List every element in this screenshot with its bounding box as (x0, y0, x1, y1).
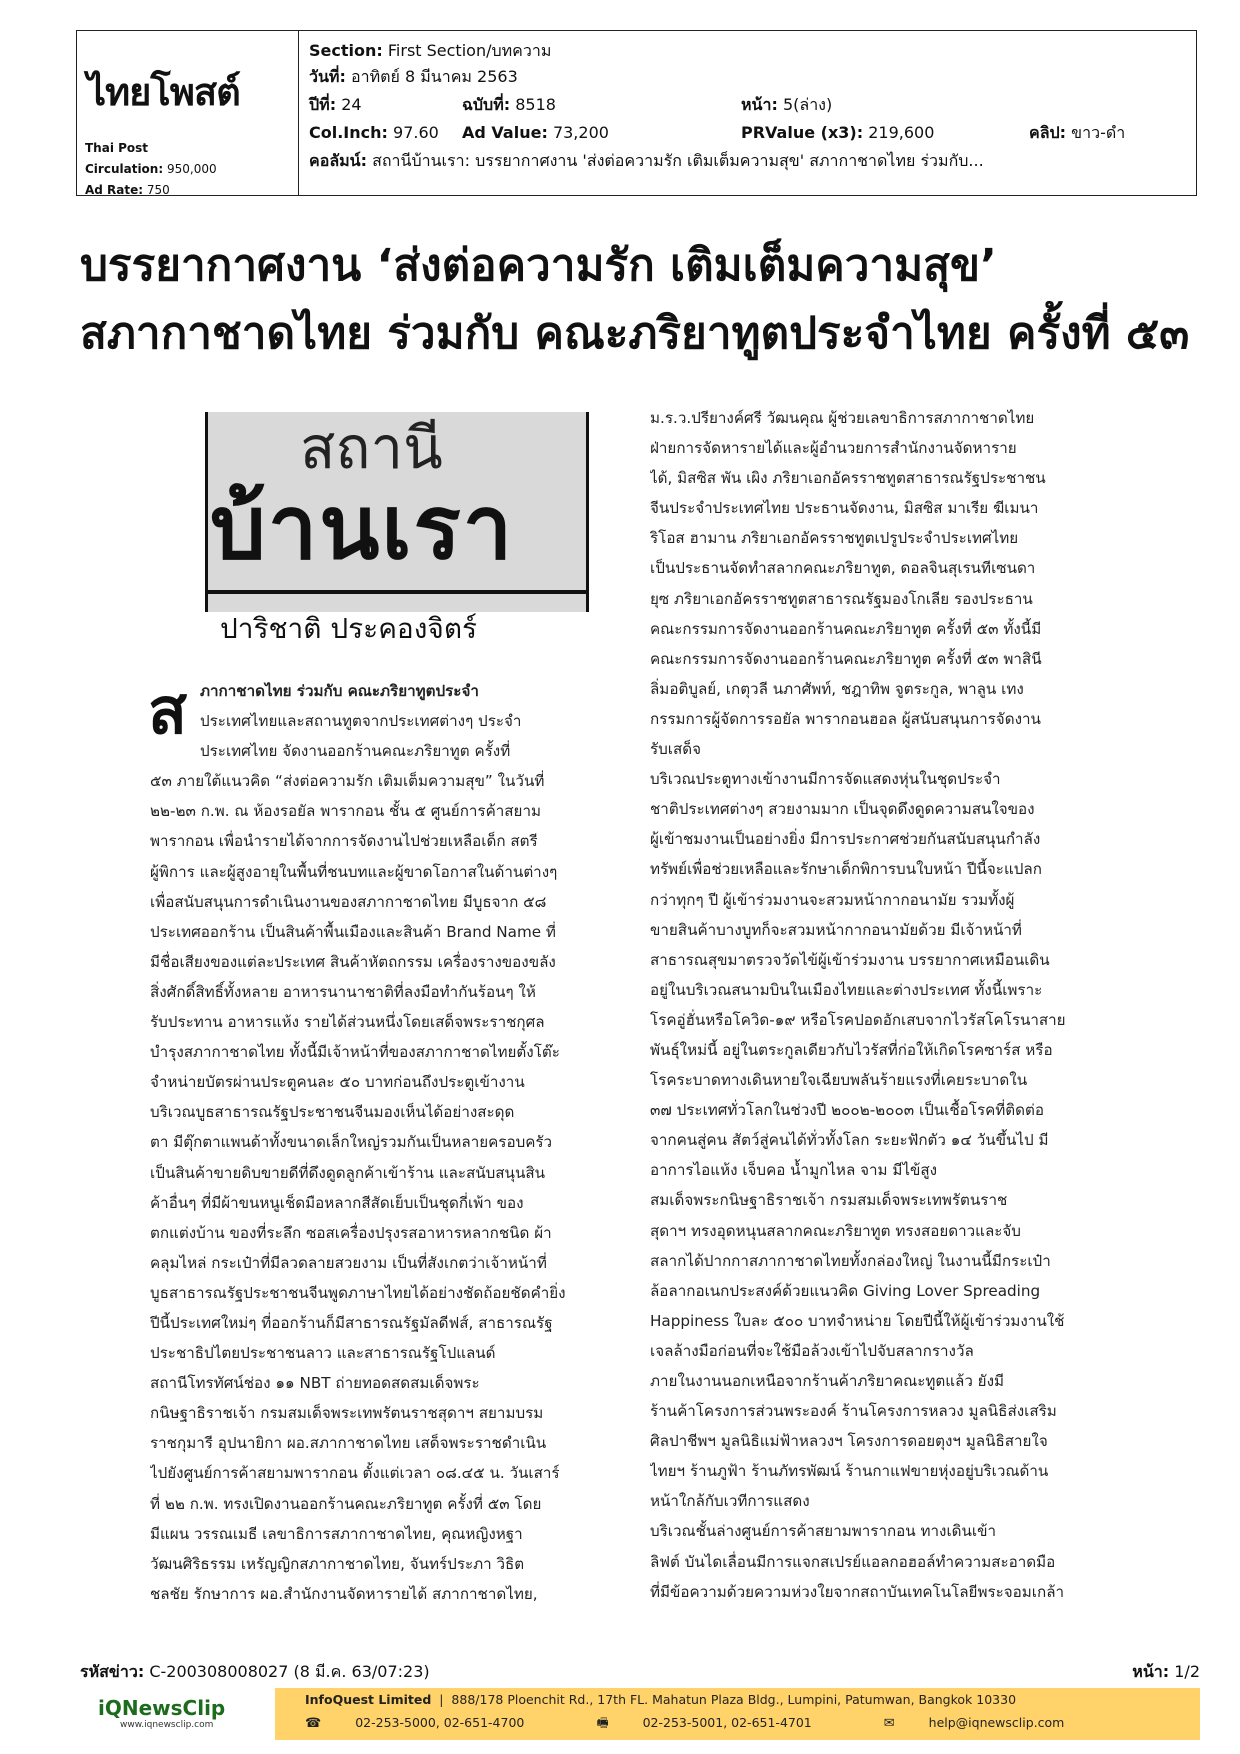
badge-title-main: บ้านเรา (210, 476, 515, 579)
article-line: สาธารณสุขมาตรวจวัดไข้ผู้เข้าร่วมงาน บรรยากาศเหมือนเดิน (650, 950, 1050, 969)
article-line: ประชาธิปไตยประชาชนลาว และสาธารณรัฐโปแลนด์ (150, 1344, 496, 1363)
article-line: ริโอส ฮามาน ภริยาเอกอัครราชทูตเปรูประจำประเทศไทย (650, 529, 1019, 548)
footer-bar (80, 1688, 1200, 1740)
page-counter-label: หน้า: (1132, 1662, 1170, 1681)
article-line: ภากาชาดไทย ร่วมกับ คณะภริยาทูตประจำ (200, 682, 479, 700)
page-label: หน้า: (741, 95, 778, 114)
article-line: คลุมไหล่ กระเป๋าที่มีลวดลายสวยงาม เป็นที่สังเกตว่าเจ้าหน้าที่ (150, 1253, 547, 1272)
article-line: จำหน่ายบัตรผ่านประตูคนละ ๕๐ บาทก่อนถึงประตูเข้างาน (150, 1073, 525, 1092)
article-line: ฝ่ายการจัดหารายได้และผู้อำนวยการสำนักงานจัดหาราย (650, 439, 1017, 458)
publication-panel (77, 31, 299, 195)
contact-line (305, 1714, 1132, 1736)
article-line: อาการไอแห้ง เจ็บคอ น้ำมูกไหล จาม มีไข้สูง (650, 1161, 938, 1180)
clip-value: ขาว-ดำ (1071, 123, 1126, 142)
article-line: ภายในงานนอกเหนือจากร้านค้าภริยาคณะทูตแล้ว ยังมี (650, 1372, 1004, 1390)
author-byline: ปาริชาติ ประคองจิตร์ (220, 612, 478, 645)
news-code-row (80, 1660, 1200, 1685)
badge-underline (208, 590, 588, 594)
email-address: help@iqnewsclip.com (928, 1715, 1065, 1730)
phone-icon: ☎ (305, 1716, 322, 1731)
headline-line-2: สภากาชาดไทย ร่วมกับ คณะภริยาทูตประจำไทย ครั้งที่ ๕๓ (80, 308, 1190, 359)
article-line: ขายสินค้าบางบูทก็จะสวมหน้ากากอนามัยด้วย มีเจ้าหน้าที่ (650, 920, 1022, 939)
article-line: ที่มีข้อความด้วยความห่วงใยจากสถาบันเทคโนโลยีพระจอมเกล้า (650, 1582, 1065, 1601)
article-line: บริเวณชั้นล่างศูนย์การค้าสยามพารากอน ทางเดินเข้า (650, 1522, 996, 1541)
colinch-value: 97.60 (393, 123, 439, 142)
article-line: เพื่อสนับสนุนการดำเนินงานของสภากาชาดไทย มีบูธจาก ๕๘ (150, 892, 547, 911)
article-line: บำรุงสภากาชาดไทย ทั้งนี้มีเจ้าหน้าที่ของสภากาชาดไทยตั้งโต๊ะ (150, 1043, 560, 1062)
article-line: รับเสด็จ (650, 740, 702, 759)
article-line: สมเด็จพระกนิษฐาธิราชเจ้า กรมสมเด็จพระเทพรัตนราช (650, 1191, 1008, 1210)
clipping-header (76, 30, 1197, 196)
article-line: หน้าใกล้กับเวทีการแสดง (650, 1492, 810, 1511)
headline-line-1: บรรยากาศงาน ‘ส่งต่อความรัก เติมเต็มความสุข’ (80, 240, 997, 291)
article-line: ๕๓ ภายใต้แนวคิด “ส่งต่อความรัก เติมเต็มความสุข” ในวันที่ (150, 772, 545, 791)
article-line: ชาติประเทศต่างๆ สวยงามมาก เป็นจุดดึงดูดความสนใจของ (650, 800, 1035, 819)
adrate-label: Ad Rate: (85, 183, 144, 197)
publication-name: Thai Post (85, 141, 149, 155)
article-line: คณะกรรมการจัดงานออกร้านคณะภริยาทูต ครั้งที่ ๕๓ ทั้งนี้มี (650, 619, 1042, 638)
section-value: First Section/บทความ (387, 41, 552, 60)
article-line: อยู่ในบริเวณสนามบินในเมืองไทยและต่างประเทศ ทั้งนี้เพราะ (650, 980, 1043, 999)
article-line: ไปยังศูนย์การค้าสยามพารากอน ตั้งแต่เวลา ๐๘.๔๕ น. วันเสาร์ (150, 1464, 560, 1483)
article-line: ล้อลากอเนกประสงค์ด้วยแนวคิด Giving Lover Spreading (650, 1281, 1041, 1300)
article-line: Happiness ใบละ ๕๐๐ บาทจำหน่าย โดยปีนี้ให้ผู้เข้าร่วมงานใช้ (650, 1311, 1065, 1330)
clip-label: คลิป: (1029, 123, 1067, 142)
article-line: ปีนี้ประเทศใหม่ๆ ที่ออกร้านก็มีสาธารณรัฐมัลดีฟส์, สาธารณรัฐ (150, 1313, 553, 1332)
article-line: ร้านค้าโครงการส่วนพระองค์ ร้านโครงการหลวง มูลนิธิส่งเสริม (650, 1402, 1057, 1421)
article-line: ได้, มิสซิส พัน เผิง ภริยาเอกอัครราชทูตสาธารณรัฐประชาชน (650, 469, 1046, 488)
article-line: จากคนสู่คน สัตว์สู่คนได้ทั่วทั้งโลก ระยะฟักตัว ๑๔ วันขึ้นไป มี (650, 1131, 1049, 1150)
article-line: สลากได้ปากกาสภากาชาดไทยทั้งกล่องใหญ่ ในงานนี้มีกระเป๋า (650, 1251, 1051, 1270)
prvalue-label: PRValue (x3): (741, 123, 864, 142)
page-value: 5(ล่าง) (782, 95, 833, 114)
article-line: ตา มีตุ๊กตาแพนด้าทั้งขนาดเล็กใหญ่รวมกันเป็นหลายครอบครัว (150, 1133, 553, 1152)
article-line: กนิษฐาธิราชเจ้า กรมสมเด็จพระเทพรัตนราชสุดาฯ สยามบรม (150, 1404, 544, 1423)
drop-cap: ส (148, 675, 188, 749)
page-counter (1132, 1660, 1200, 1685)
circulation-value: 950,000 (166, 162, 217, 176)
article-line: คณะกรรมการจัดงานออกร้านคณะภริยาทูต ครั้งที่ ๕๓ พาสินี (650, 649, 1042, 668)
article-line: พารากอน เพื่อนำรายได้จากการจัดงานไปช่วยเหลือเด็ก สตรี (150, 832, 538, 851)
article-line: เป็นประธานจัดทำสลากคณะภริยาทูต, ดอลจินสุเรนทีเซนดา (650, 559, 1036, 578)
article-line: สุดาฯ ทรงอุดหนุนสลากคณะภริยาทูต ทรงสอยดาวและจับ (650, 1221, 1021, 1240)
article-line: บริเวณประตูทางเข้างานมีการจัดแสดงหุ่นในชุดประจำ (650, 770, 1001, 789)
circulation-label: Circulation: (85, 162, 164, 176)
article-line: ๓๗ ประเทศทั่วโลกในช่วงปี ๒๐๐๒-๒๐๐๓ เป็นเชื้อโรคที่ติดต่อ (650, 1101, 1044, 1120)
advalue-value: 73,200 (552, 123, 609, 142)
article-line: ลิฟต์ บันไดเลื่อนมีการแจกสเปรย์แอลกอฮอล์ทำความสะอาดมือ (650, 1552, 1056, 1571)
article-line: กรรมการผู้จัดการรอยัล พารากอนฮอล ผู้สนับสนุนการจัดงาน (650, 709, 1041, 728)
year-label: ปีที่: (309, 95, 337, 114)
article-line: กว่าทุกๆ ปี ผู้เข้าร่วมงานจะสวมหน้ากากอนามัย รวมทั้งผู้ (650, 890, 1015, 909)
badge-right-rule (586, 412, 589, 612)
company-address-line: InfoQuest Limited | 888/178 Ploenchit Rd., 17th FL. Mahatun Plaza Bldg., Lumpini, Patumwan, Bangkok 10330 (305, 1692, 1017, 1707)
article-line: ประเทศออกร้าน เป็นสินค้าพื้นเมืองและสินค้า Brand Name ที่ (150, 922, 556, 941)
article-line: ๒๒-๒๓ ก.พ. ณ ห้องรอยัล พารากอน ชั้น ๕ ศูนย์การค้าสยาม (150, 802, 541, 821)
article-line: มีแผน วรรณเมธี เลขาธิการสภากาชาดไทย, คุณหญิงหฐา (150, 1524, 523, 1543)
colinch-label: Col.Inch: (309, 123, 388, 142)
article-line: ม.ร.ว.ปรียางค์ศรี วัฒนคุณ ผู้ช่วยเลขาธิการสภากาชาดไทย (650, 409, 1035, 427)
article-line: เป็นสินค้าขายดิบขายดีที่ดึงดูดลูกค้าเข้าร้าน และสนับสนุนสิน (150, 1163, 545, 1182)
thaipost-logo: ไทยโพสต์ (87, 70, 240, 114)
company-name: InfoQuest Limited (305, 1692, 432, 1707)
date-label: วันที่: (309, 67, 346, 86)
article-column-left (150, 676, 622, 1609)
iqnewsclip-url: www.iqnewsclip.com (120, 1720, 214, 1730)
article-line: บริเวณบูธสาธารณรัฐประชาชนจีนมองเห็นได้อย่างสะดุด (150, 1103, 515, 1122)
fax-numbers: 02-253-5001, 02-651-4701 (642, 1715, 812, 1730)
advalue-label: Ad Value: (462, 123, 548, 142)
column-label: คอลัมน์: (309, 151, 367, 170)
iqnewsclip-logo: iQNewsClip (98, 1696, 226, 1720)
company-address: 888/178 Ploenchit Rd., 17th FL. Mahatun Plaza Bldg., Lumpini, Patumwan, Bangkok 10330 (451, 1692, 1017, 1707)
news-code-label: รหัสข่าว: (80, 1662, 145, 1681)
section-label: Section: (309, 41, 383, 60)
article-line: โรคอู่ฮั่นหรือโควิด-๑๙ หรือโรคปอดอักเสบจากไวรัสโคโรนาสาย (650, 1010, 1066, 1029)
article-line: เจลล้างมือก่อนที่จะใช้มือล้วงเข้าไปจับสลากรางวัล (650, 1341, 974, 1360)
article-column-right (650, 403, 1130, 1607)
article-line: บูธสาธารณรัฐประชาชนจีนพูดภาษาไทยได้อย่างชัดถ้อยชัดคำยิ่ง (150, 1283, 566, 1302)
article-headline (80, 232, 1200, 368)
fax-icon: 🖷 (596, 1716, 609, 1731)
column-badge (150, 412, 596, 644)
article-line: ยุซ ภริยาเอกอัครราชทูตสาธารณรัฐมองโกเลีย รองประธาน (650, 589, 1033, 608)
article-line: จีนประจำประเทศไทย ประธานจัดงาน, มิสซิส มาเรีย ฆีเมนา (650, 499, 1039, 518)
prvalue-value: 219,600 (868, 123, 935, 142)
article-line: ผู้เข้าชมงานเป็นอย่างยิ่ง มีการประกาศช่วยกันสนับสนุนกำลัง (650, 830, 1041, 849)
badge-title-top: สถานี (300, 414, 443, 482)
date-value: อาทิตย์ 8 มีนาคม 2563 (350, 67, 518, 86)
badge-left-rule (205, 412, 208, 612)
email-icon: ✉ (883, 1716, 895, 1731)
article-line: วัฒนศิริธรรม เหรัญญิกสภากาชาดไทย, จันทร์ประภา วิธิต (150, 1554, 525, 1573)
news-code-value: C-200308008027 (8 มี.ค. 63/07:23) (149, 1662, 430, 1681)
article-line: ทรัพย์เพื่อช่วยเหลือและรักษาเด็กพิการบนใบหน้า ปีนี้จะแปลก (650, 860, 1042, 879)
article-line: ลิ่มอติบูลย์, เกตุวลี นภาศัพท์, ชฎาทิพ จูตระกูล, พาลูน เทง (650, 679, 1024, 698)
issue-value: 8518 (515, 95, 556, 114)
article-line: ราชกุมารี อุปนายิกา ผอ.สภากาชาดไทย เสด็จพระราชดำเนิน (150, 1434, 547, 1453)
column-value: สถานีบ้านเรา: บรรยากาศงาน 'ส่งต่อความรัก เติมเต็มความสุข' สภากาชาดไทย ร่วมกับ... (372, 151, 984, 170)
article-line: ที่ ๒๒ ก.พ. ทรงเปิดงานออกร้านคณะภริยาทูต ครั้งที่ ๕๓ โดย (150, 1494, 542, 1513)
year-value: 24 (341, 95, 362, 114)
article-line: ชลชัย รักษาการ ผอ.สำนักงานจัดหารายได้ สภากาชาดไทย, (150, 1584, 538, 1603)
article-line: ประเทศไทยและสถานทูตจากประเทศต่างๆ ประจำ (200, 712, 522, 731)
article-line: ตกแต่งบ้าน ของที่ระลึก ซอสเครื่องปรุงรสอาหารหลากชนิด ผ้า (150, 1223, 552, 1242)
issue-label: ฉบับที่: (462, 95, 511, 114)
article-line: ประเทศไทย จัดงานออกร้านคณะภริยาทูต ครั้งที่ (200, 742, 511, 761)
article-line: รับประทาน อาหารแห้ง รายได้ส่วนหนึ่งโดยเสด็จพระราชกุศล (150, 1013, 545, 1032)
article-line: สิ่งศักดิ์สิทธิ์ทั้งหลาย อาหารนานาชาติที่ลงมือทำกันร้อนๆ ให้ (150, 982, 536, 1001)
article-line: สถานีโทรทัศน์ช่อง ๑๑ NBT ถ่ายทอดสดสมเด็จพระ (150, 1374, 480, 1393)
article-line: ศิลปาชีพฯ มูลนิธิแม่ฟ้าหลวงฯ โครงการดอยตุงฯ มูลนิธิสายใจ (650, 1432, 1048, 1451)
article-line: มีชื่อเสียงของแต่ละประเทศ สินค้าหัตถกรรม เครื่องรางของขลัง (150, 952, 556, 971)
article-line: พันธุ์ใหม่นี้ อยู่ในตระกูลเดียวกับไวรัสที่ก่อให้เกิดโรคซาร์ส หรือ (650, 1040, 1053, 1059)
page-counter-value: 1/2 (1174, 1662, 1200, 1681)
phone-numbers: 02-253-5000, 02-651-4700 (355, 1715, 525, 1730)
article-line: ค้าอื่นๆ ที่มีผ้าขนหนูเช็ดมือหลากสีสัดเย็บเป็นชุดกี่เพ้า ของ (150, 1193, 524, 1212)
adrate-value: 750 (146, 183, 170, 197)
article-line: ผู้พิการ และผู้สูงอายุในพื้นที่ชนบทและผู้ขาดโอกาสในด้านต่างๆ (150, 862, 558, 881)
article-line: ไทยฯ ร้านภูฟ้า ร้านภัทรพัฒน์ ร้านกาแฟขายหุ่งอยู่บริเวณด้าน (650, 1462, 1049, 1481)
contact-strip (275, 1688, 1200, 1740)
publication-info (85, 138, 217, 201)
article-line: โรคระบาดทางเดินหายใจเฉียบพลันร้ายแรงที่เคยระบาดใน (650, 1071, 1028, 1090)
